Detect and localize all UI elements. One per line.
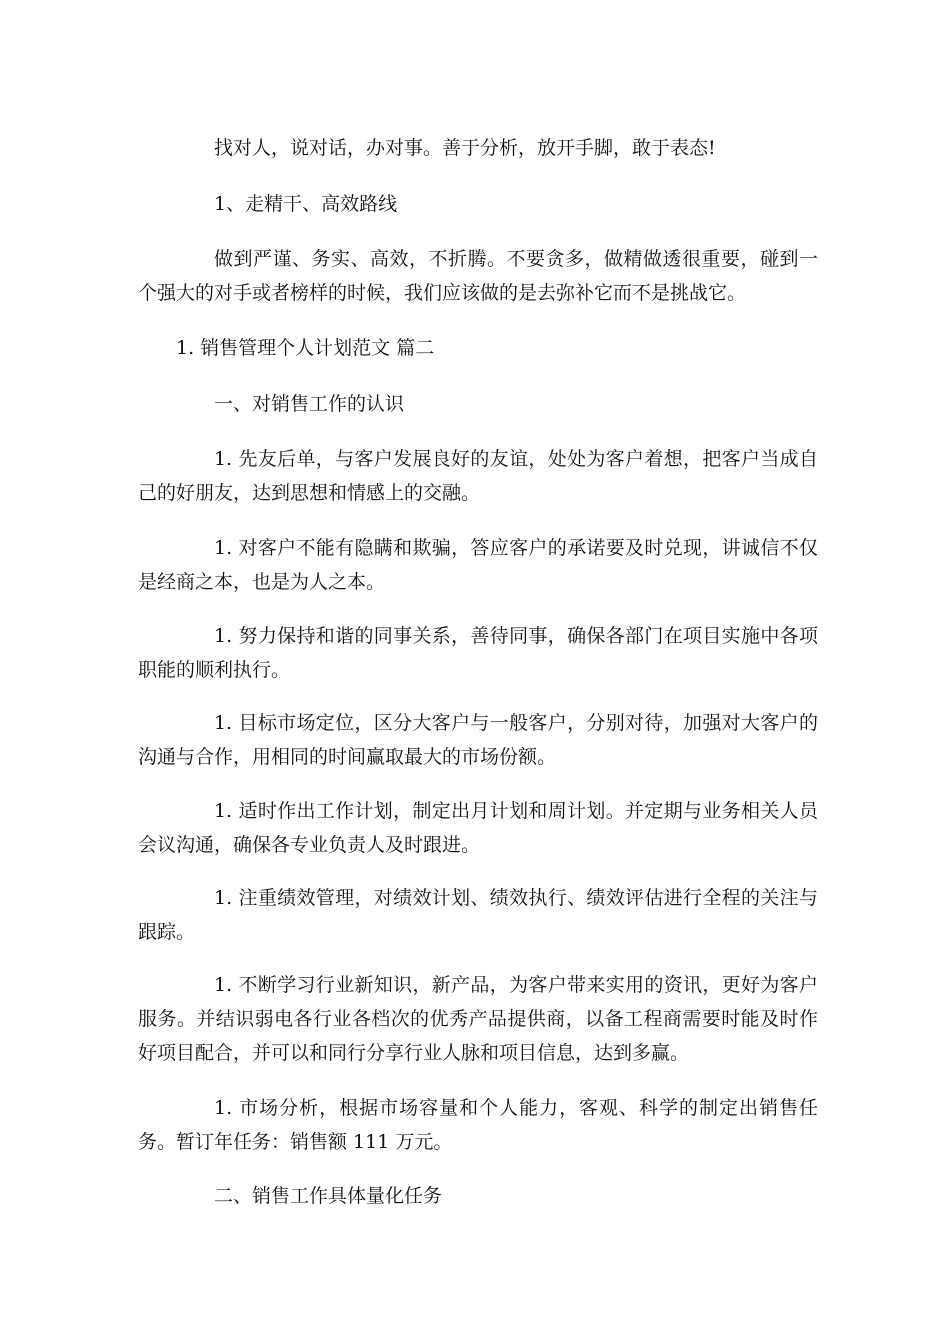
paragraph-rigor-practical: 做到严谨、务实、高效，不折腾。不要贪多，做精做透很重要，碰到一个强大的对手或者榜样的时候，我们应该做的是去弥补它而不是挑战它。 bbox=[138, 248, 818, 304]
paragraph-learning: 1. 不断学习行业新知识，新产品，为客户带来实用的资讯，更好为客户服务。并结识弱电各行业各档次的优秀产品提供商，以备工程商需要时能及时作好项目配合，并可以和同行分享行业人脉和项目信息，达到多赢。 bbox=[138, 974, 818, 1064]
paragraph-honesty: 1. 对客户不能有隐瞒和欺骗，答应客户的承诺要及时兑现，讲诚信不仅是经商之本，也是为人之本。 bbox=[138, 537, 818, 593]
paragraph-principle: 找对人，说对话，办对事。善于分析，放开手脚，敢于表态! bbox=[214, 137, 716, 159]
paragraph-colleagues: 1. 努力保持和谐的同事关系，善待同事，确保各部门在项目实施中各项职能的顺利执行。 bbox=[138, 625, 818, 681]
paragraph-friendship-first: 1. 先友后单，与客户发展良好的友谊，处处为客户着想，把客户当成自己的好朋友，达到思想和情感上的交融。 bbox=[138, 448, 818, 504]
paragraph-item-lean-efficient: 1、走精干、高效路线 bbox=[214, 193, 398, 215]
section-heading-quantified-tasks: 二、销售工作具体量化任务 bbox=[214, 1185, 443, 1207]
paragraph-performance: 1. 注重绩效管理，对绩效计划、绩效执行、绩效评估进行全程的关注与跟踪。 bbox=[138, 887, 818, 943]
paragraph-work-plan: 1. 适时作出工作计划，制定出月计划和周计划。并定期与业务相关人员会议沟通，确保各专业负责人及时跟进。 bbox=[138, 800, 818, 856]
paragraph-market-analysis: 1. 市场分析，根据市场容量和个人能力，客观、科学的制定出销售任务。暂订年任务：销售额 111 万元。 bbox=[138, 1097, 818, 1153]
section-heading-understanding: 一、对销售工作的认识 bbox=[214, 393, 405, 415]
paragraph-market-positioning: 1. 目标市场定位，区分大客户与一般客户，分别对待，加强对大客户的沟通与合作，用相同的时间赢取最大的市场份额。 bbox=[138, 712, 818, 768]
section-title-part-two: 1. 销售管理个人计划范文 篇二 bbox=[176, 337, 435, 359]
